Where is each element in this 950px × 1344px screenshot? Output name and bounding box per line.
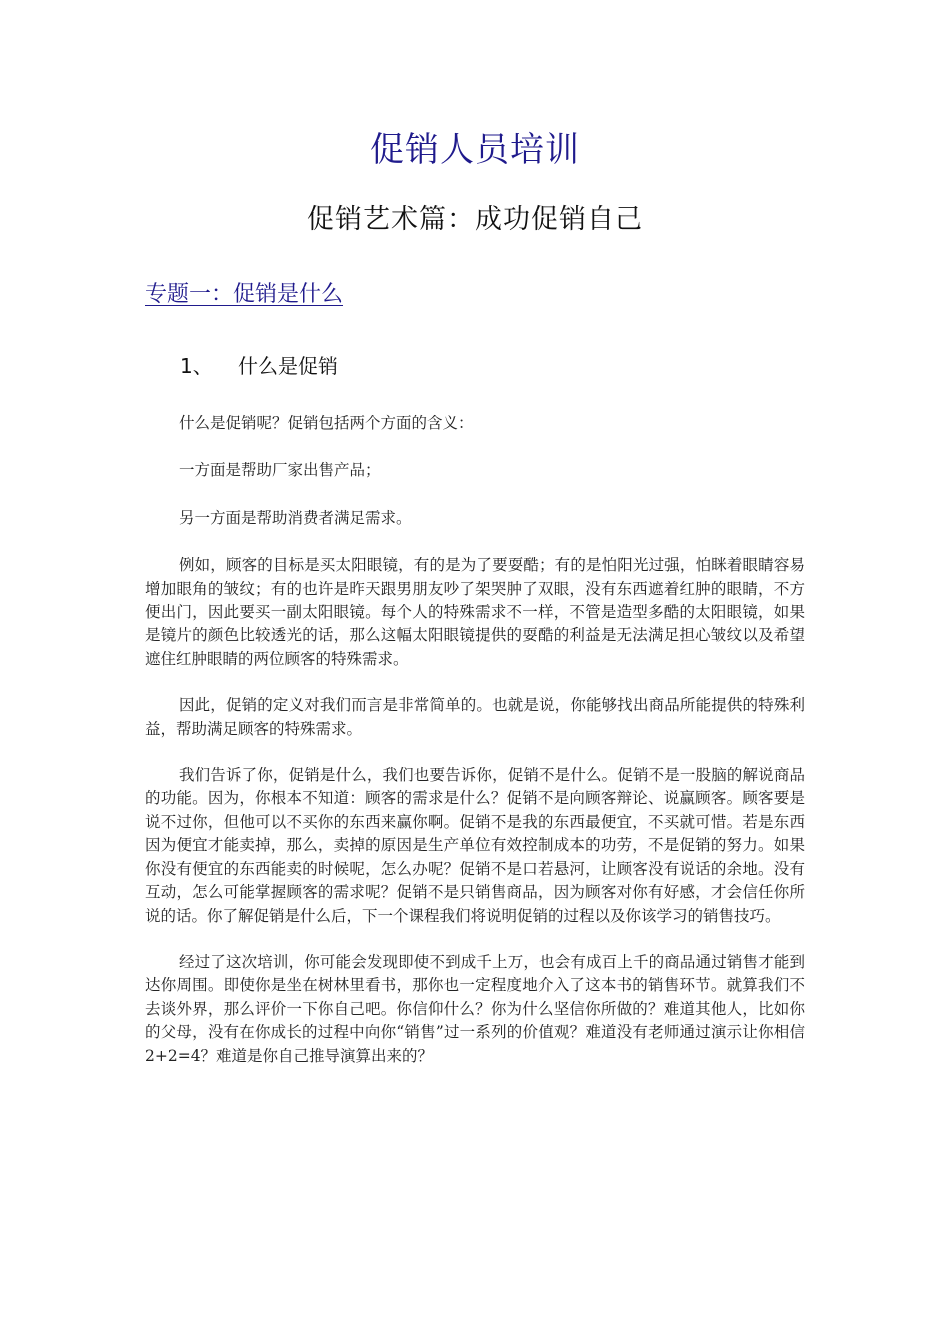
paragraph: 一方面是帮助厂家出售产品； [179, 461, 381, 480]
section-heading: 专题一：促销是什么 [145, 282, 344, 307]
sub-heading [180, 350, 338, 382]
document-title: 促销人员培训 [370, 130, 580, 170]
document-body [145, 412, 805, 1091]
document-subtitle: 促销艺术篇：成功促销自己 [307, 204, 643, 235]
paragraph: 什么是促销呢？促销包括两个方面的含义： [179, 414, 474, 432]
sub-heading-text: 什么是促销 [238, 354, 338, 378]
paragraph: 另一方面是帮助消费者满足需求。 [179, 508, 412, 527]
paragraph: 因此，促销的定义对我们而言是非常简单的。也就是说，你能够找出商品所能提供的特殊利益，帮助满足顾客的特殊需求。 [145, 696, 805, 738]
paragraph: 经过了这次培训，你可能会发现即使不到成千上万，也会有成百上千的商品通过销售才能到达你周围。即使你是坐在树林里看书，那你也一定程度地介入了这本书的销售环节。就算我们不去谈外界，那么评价一下你自己吧。你信仰什么？你为什么坚信你所做的？难道其他人，比如你的父母，没有在你成长的过程中向你“销售”过一系列的价值观？难道没有老师通过演示让你相信 2+2=4？难道是你自己推导演算出来的？ [145, 952, 805, 1065]
sub-heading-number: 1、 [180, 354, 213, 378]
paragraph: 例如，顾客的目标是买太阳眼镜，有的是为了要耍酷；有的是怕阳光过强，怕眯着眼睛容易增加眼角的皱纹；有的也许是昨天跟男朋友吵了架哭肿了双眼，没有东西遮着红肿的眼睛，不方便出门，因此要买一副太阳眼镜。每个人的特殊需求不一样，不管是造型多酷的太阳眼镜，如果是镜片的颜色比较透光的话，那么这幅太阳眼镜提供的耍酷的利益是无法满足担心皱纹以及希望遮住红肿眼睛的两位顾客的特殊需求。 [145, 556, 805, 668]
paragraph: 我们告诉了你，促销是什么，我们也要告诉你，促销不是什么。促销不是一股脑的解说商品的功能。因为，你根本不知道：顾客的需求是什么？促销不是向顾客辩论、说赢顾客。顾客要是说不过你，但他可以不买你的东西来赢你啊。促销不是我的东西最便宜，不买就可惜。若是东西因为便宜才能卖掉，那么，卖掉的原因是生产单位有效控制成本的功劳，不是促销的努力。如果你没有便宜的东西能卖的时候呢，怎么办呢？促销不是口若悬河，让顾客没有说话的余地。没有互动，怎么可能掌握顾客的需求呢？促销不是只销售商品，因为顾客对你有好感，才会信任你所说的话。你了解促销是什么后，下一个课程我们将说明促销的过程以及你该学习的销售技巧。 [145, 766, 805, 925]
